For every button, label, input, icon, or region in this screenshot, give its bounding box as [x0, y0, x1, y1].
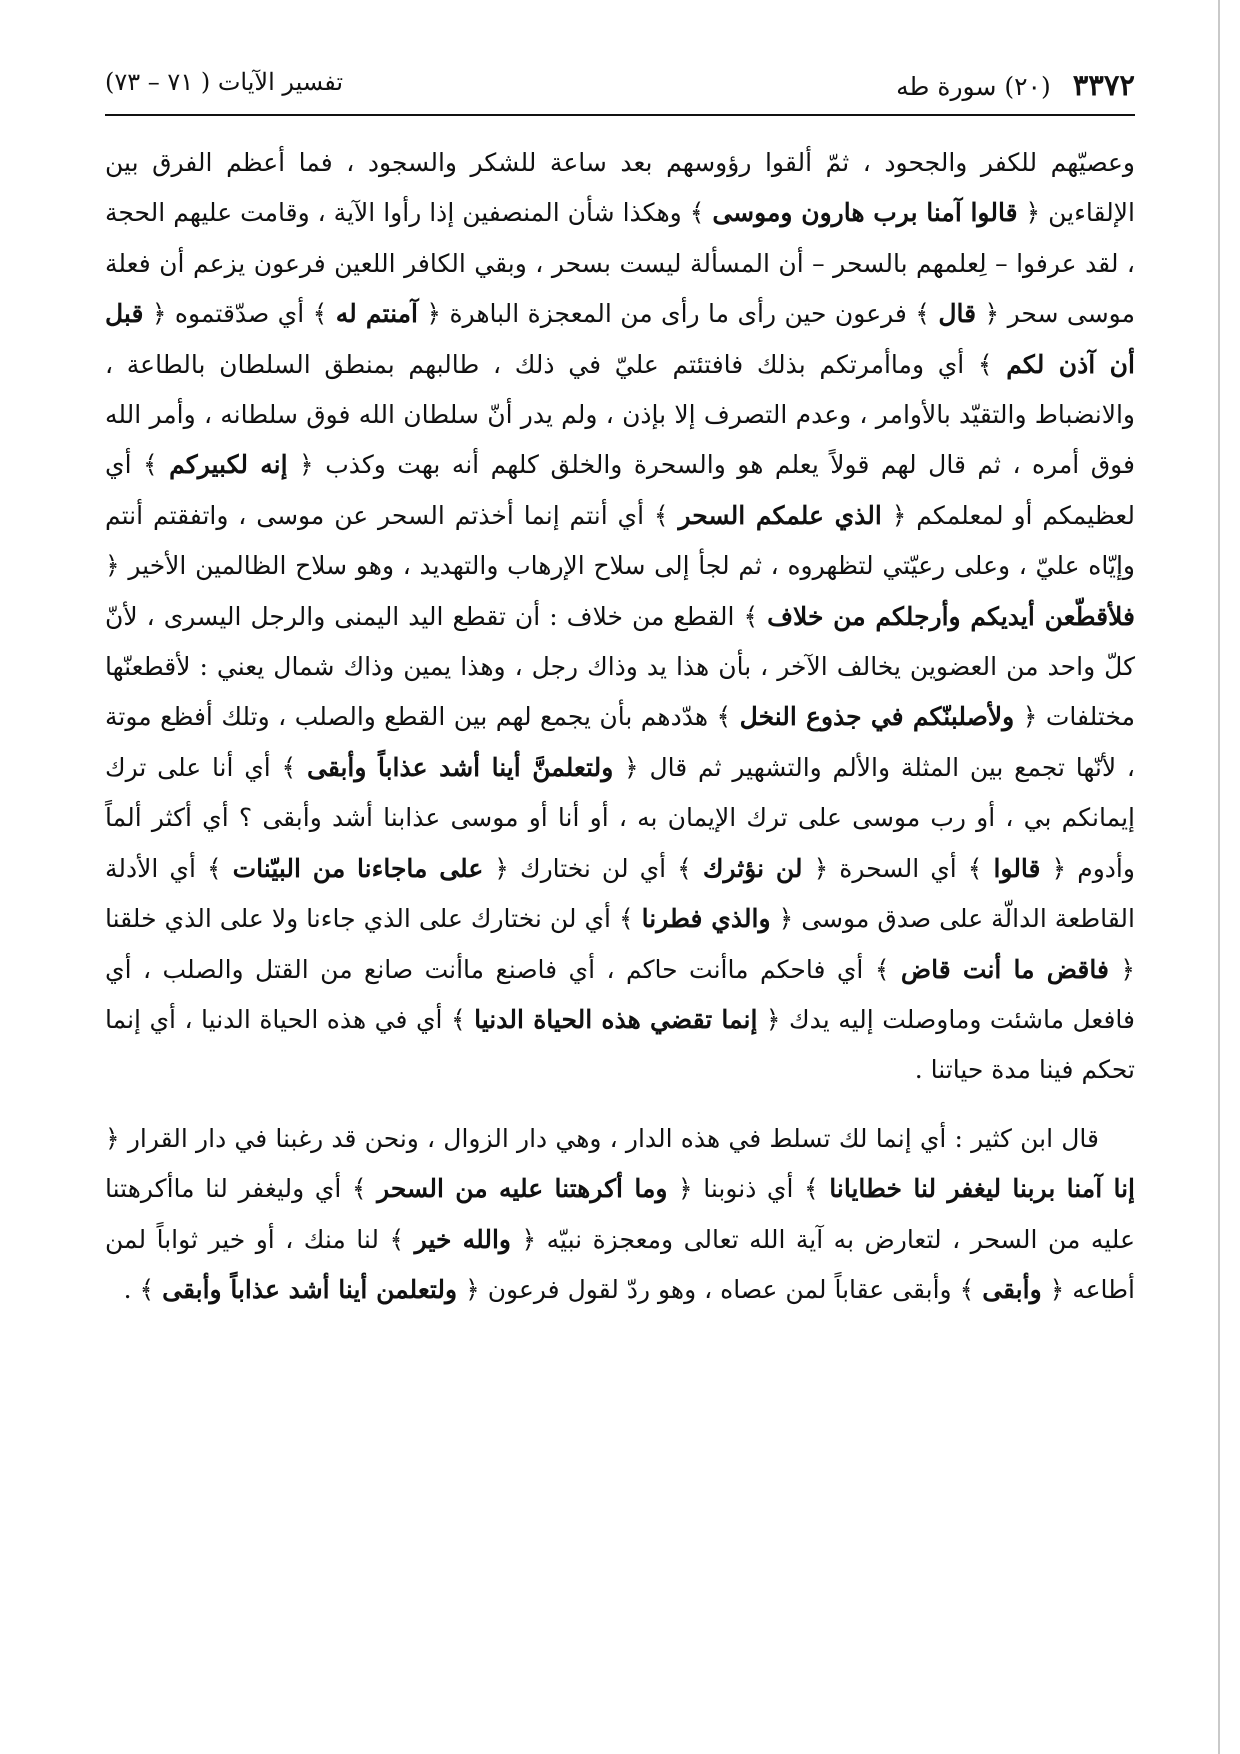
surah-title: (٢٠) سورة طه — [896, 72, 1051, 101]
quran-quote: ولتعلمن أينا أشد عذاباً وأبقى — [162, 1274, 458, 1304]
ornate-bracket-close-icon: ﴾ — [677, 853, 703, 883]
running-header — [105, 60, 1135, 116]
text-run: قال ابن كثير : أي إنما لك تسلط في هذه الدار ، وهي دار الزوال ، ونحن قد رغبنا في دار القرار — [119, 1123, 1099, 1153]
quran-quote: قال — [938, 299, 977, 329]
text-run: أي السحرة — [828, 853, 968, 883]
ornate-bracket-close-icon: ﴾ — [281, 752, 307, 782]
ornate-bracket-open-icon: ﴿ — [667, 1174, 693, 1204]
text-run: أي لن نختارك على الذي جاءنا ولا على الذي خلقنا — [105, 904, 619, 934]
ornate-bracket-open-icon: ﴿ — [143, 299, 167, 329]
text-run: أي في هذه الحياة الدنيا ، أي إنما تحكم فينا مدة حياتنا . — [105, 1004, 1135, 1085]
ornate-bracket-close-icon: ﴾ — [915, 299, 939, 329]
ornate-bracket-close-icon: ﴾ — [959, 1274, 983, 1304]
text-run: أي وماأمرتكم بذلك فافتئتم عليّ في ذلك ، طالبهم بمنطق السلطان بالطاعة ، والانضباط والتقيّد بالأوامر ، وعدم التصرف إلا بإذن ، ولم يدر أنّ سلطان الله فوق سلطانه ، وأمر الله فوق أمره ، ثم قال لهم قولاً يعلم هو والسحرة والخلق كلهم أنه بهت وكذب — [105, 349, 1135, 480]
page-edge-line — [1218, 0, 1220, 1754]
ornate-bracket-open-icon: ﴿ — [1014, 702, 1038, 732]
ornate-bracket-close-icon: ﴾ — [743, 601, 768, 631]
ornate-bracket-close-icon: ﴾ — [874, 954, 901, 984]
ornate-bracket-open-icon: ﴿ — [1108, 954, 1135, 984]
quran-quote: والله خير — [414, 1224, 512, 1254]
quran-quote: قالوا آمنا برب هارون وموسى — [712, 198, 1018, 228]
ornate-bracket-open-icon: ﴿ — [105, 551, 120, 581]
text-run: وأبقى عقاباً لمن عصاه ، وهو ردّ لقول فرعون — [479, 1274, 960, 1304]
text-run: أي أنتم إنما أخذتم السحر عن موسى ، واتفقتم أنتم وإيّاه عليّ ، وعلى رعيّتي لتظهروه ، ثم لجأ إلى سلاح الإرهاب والتهديد ، وهو سلاح الظالمين الأخير — [105, 500, 1135, 581]
header-divider — [105, 114, 1135, 116]
text-run: أي لعظيمكم أو لمعلمكم — [105, 450, 1135, 530]
ornate-bracket-close-icon: ﴾ — [716, 702, 740, 732]
ornate-bracket-open-icon: ﴿ — [757, 1004, 781, 1034]
ornate-bracket-close-icon: ﴾ — [619, 904, 642, 934]
text-run: أي ذنوبنا — [692, 1174, 805, 1204]
text-run: أي الأدلة القاطعة الدالّة على صدق موسى — [105, 853, 1135, 934]
ornate-bracket-open-icon: ﴿ — [976, 299, 1000, 329]
ornate-bracket-open-icon: ﴿ — [417, 299, 442, 329]
ornate-bracket-open-icon: ﴿ — [287, 450, 314, 480]
ornate-bracket-close-icon: ﴾ — [389, 1224, 415, 1254]
quran-quote: وأبقى — [982, 1274, 1042, 1304]
quran-quote: آمنتم له — [335, 299, 418, 329]
body-text — [105, 138, 1135, 1315]
ornate-bracket-open-icon: ﴿ — [1041, 1274, 1065, 1304]
ornate-bracket-close-icon: ﴾ — [143, 450, 170, 480]
text-run: وهكذا شأن المنصفين إذا رأوا الآية ، وقامت عليهم الحجة ، لقد عرفوا – لِعلمهم بالسحر – أن المسألة ليست بسحر ، وبقي الكافر اللعين فرعون يزعم أن فعلة موسى سحر — [105, 198, 1135, 329]
quran-quote: والذي فطرنا — [641, 904, 771, 934]
section-title: تفسير الآيات ( ٧١ – ٧٣) — [105, 68, 344, 96]
quran-quote: وما أكرهتنا عليه من السحر — [377, 1174, 668, 1204]
text-run: أي صدّقتموه — [166, 299, 313, 329]
text-run: لنا منك ، أو خير ثواباً لمن أطاعه — [105, 1224, 1135, 1304]
paragraph — [105, 138, 1135, 1096]
ornate-bracket-open-icon: ﴿ — [483, 853, 509, 883]
ornate-bracket-open-icon: ﴿ — [457, 1274, 480, 1304]
ornate-bracket-open-icon: ﴿ — [1017, 198, 1041, 228]
ornate-bracket-close-icon: ﴾ — [312, 299, 336, 329]
quran-quote: إنه لكبيركم — [169, 450, 288, 480]
ornate-bracket-open-icon: ﴿ — [1040, 853, 1067, 883]
ornate-bracket-open-icon: ﴿ — [802, 853, 829, 883]
ornate-bracket-close-icon: ﴾ — [653, 500, 679, 530]
ornate-bracket-close-icon: ﴾ — [206, 853, 233, 883]
ornate-bracket-open-icon: ﴿ — [770, 904, 794, 934]
text-run: القطع من خلاف : أن تقطع اليد اليمنى والرجل اليسرى ، لأنّ كلّ واحد من العضوين يخالف الآخر ، بأن هذا يد وذاك رجل ، وهذا يمين وذاك شمال يعني : لأقطعنّها مختلفات — [105, 601, 1135, 732]
ornate-bracket-close-icon: ﴾ — [450, 1004, 475, 1034]
text-run: وعصيّهم للكفر والجحود ، ثمّ ألقوا رؤوسهم بعد ساعة للشكر والسجود ، فما أعظم الفرق بين الإلقاءين — [105, 148, 1135, 228]
ornate-bracket-close-icon: ﴾ — [139, 1274, 163, 1304]
text-run: فرعون حين رأى ما رأى من المعجزة الباهرة — [441, 299, 916, 329]
text-run: هدّدهم بأن يجمع لهم بين القطع والصلب ، وتلك أفظع موتة ، لأنّها تجمع بين المثلة والألم والتشهير ثم قال — [105, 702, 1135, 782]
quran-quote: فاقض ما أنت قاض — [900, 954, 1109, 984]
ornate-bracket-close-icon: ﴾ — [977, 349, 1007, 379]
quran-quote: إنما تقضي هذه الحياة الدنيا — [474, 1004, 758, 1034]
ornate-bracket-close-icon: ﴾ — [351, 1174, 378, 1204]
paragraph — [105, 1114, 1135, 1316]
text-run: أي أنا على ترك إيمانكم بي ، أو رب موسى على ترك الإيمان به ، أو أنا أو موسى عذابنا أشد وأبقى ؟ أي أكثر ألماً وأدوم — [105, 752, 1135, 883]
ornate-bracket-close-icon: ﴾ — [967, 853, 994, 883]
ornate-bracket-close-icon: ﴾ — [689, 198, 713, 228]
text-run: أي وليغفر لنا ماأكرهتنا عليه من السحر ، لتعارض به آية الله تعالى ومعجزة نبيّه — [105, 1174, 1136, 1254]
quran-quote: ولأصلبنّكم في جذوع النخل — [739, 702, 1015, 732]
ornate-bracket-open-icon: ﴿ — [613, 752, 639, 782]
quran-quote: قالوا — [993, 853, 1041, 883]
header-page-info — [896, 68, 1135, 102]
quran-quote: الذي علمكم السحر — [678, 500, 882, 530]
text-run: أي فاحكم ماأنت حاكم ، أي فاصنع ماأنت صانع من القتل والصلب ، أي فافعل ماشئت وماوصلت إليه يدك — [105, 954, 1135, 1034]
quran-quote: ولتعلمنَّ أينا أشد عذاباً وأبقى — [306, 752, 614, 782]
text-run: . — [123, 1274, 140, 1304]
quran-quote: إنا آمنا بربنا ليغفر لنا خطايانا — [829, 1174, 1135, 1204]
quran-quote: لن نؤثرك — [702, 853, 803, 883]
ornate-bracket-close-icon: ﴾ — [804, 1174, 830, 1204]
ornate-bracket-open-icon: ﴿ — [105, 1123, 120, 1153]
quran-quote: على ماجاءنا من البيّنات — [232, 853, 484, 883]
ornate-bracket-open-icon: ﴿ — [881, 500, 907, 530]
quran-quote: قبل أن آذن لكم — [105, 299, 1135, 379]
page-number: ٣٣٧٢ — [1072, 68, 1135, 102]
quran-quote: فلأقطّعن أيديكم وأرجلكم من خلاف — [767, 601, 1135, 631]
text-run: أي لن نختارك — [508, 853, 678, 883]
ornate-bracket-open-icon: ﴿ — [511, 1224, 537, 1254]
